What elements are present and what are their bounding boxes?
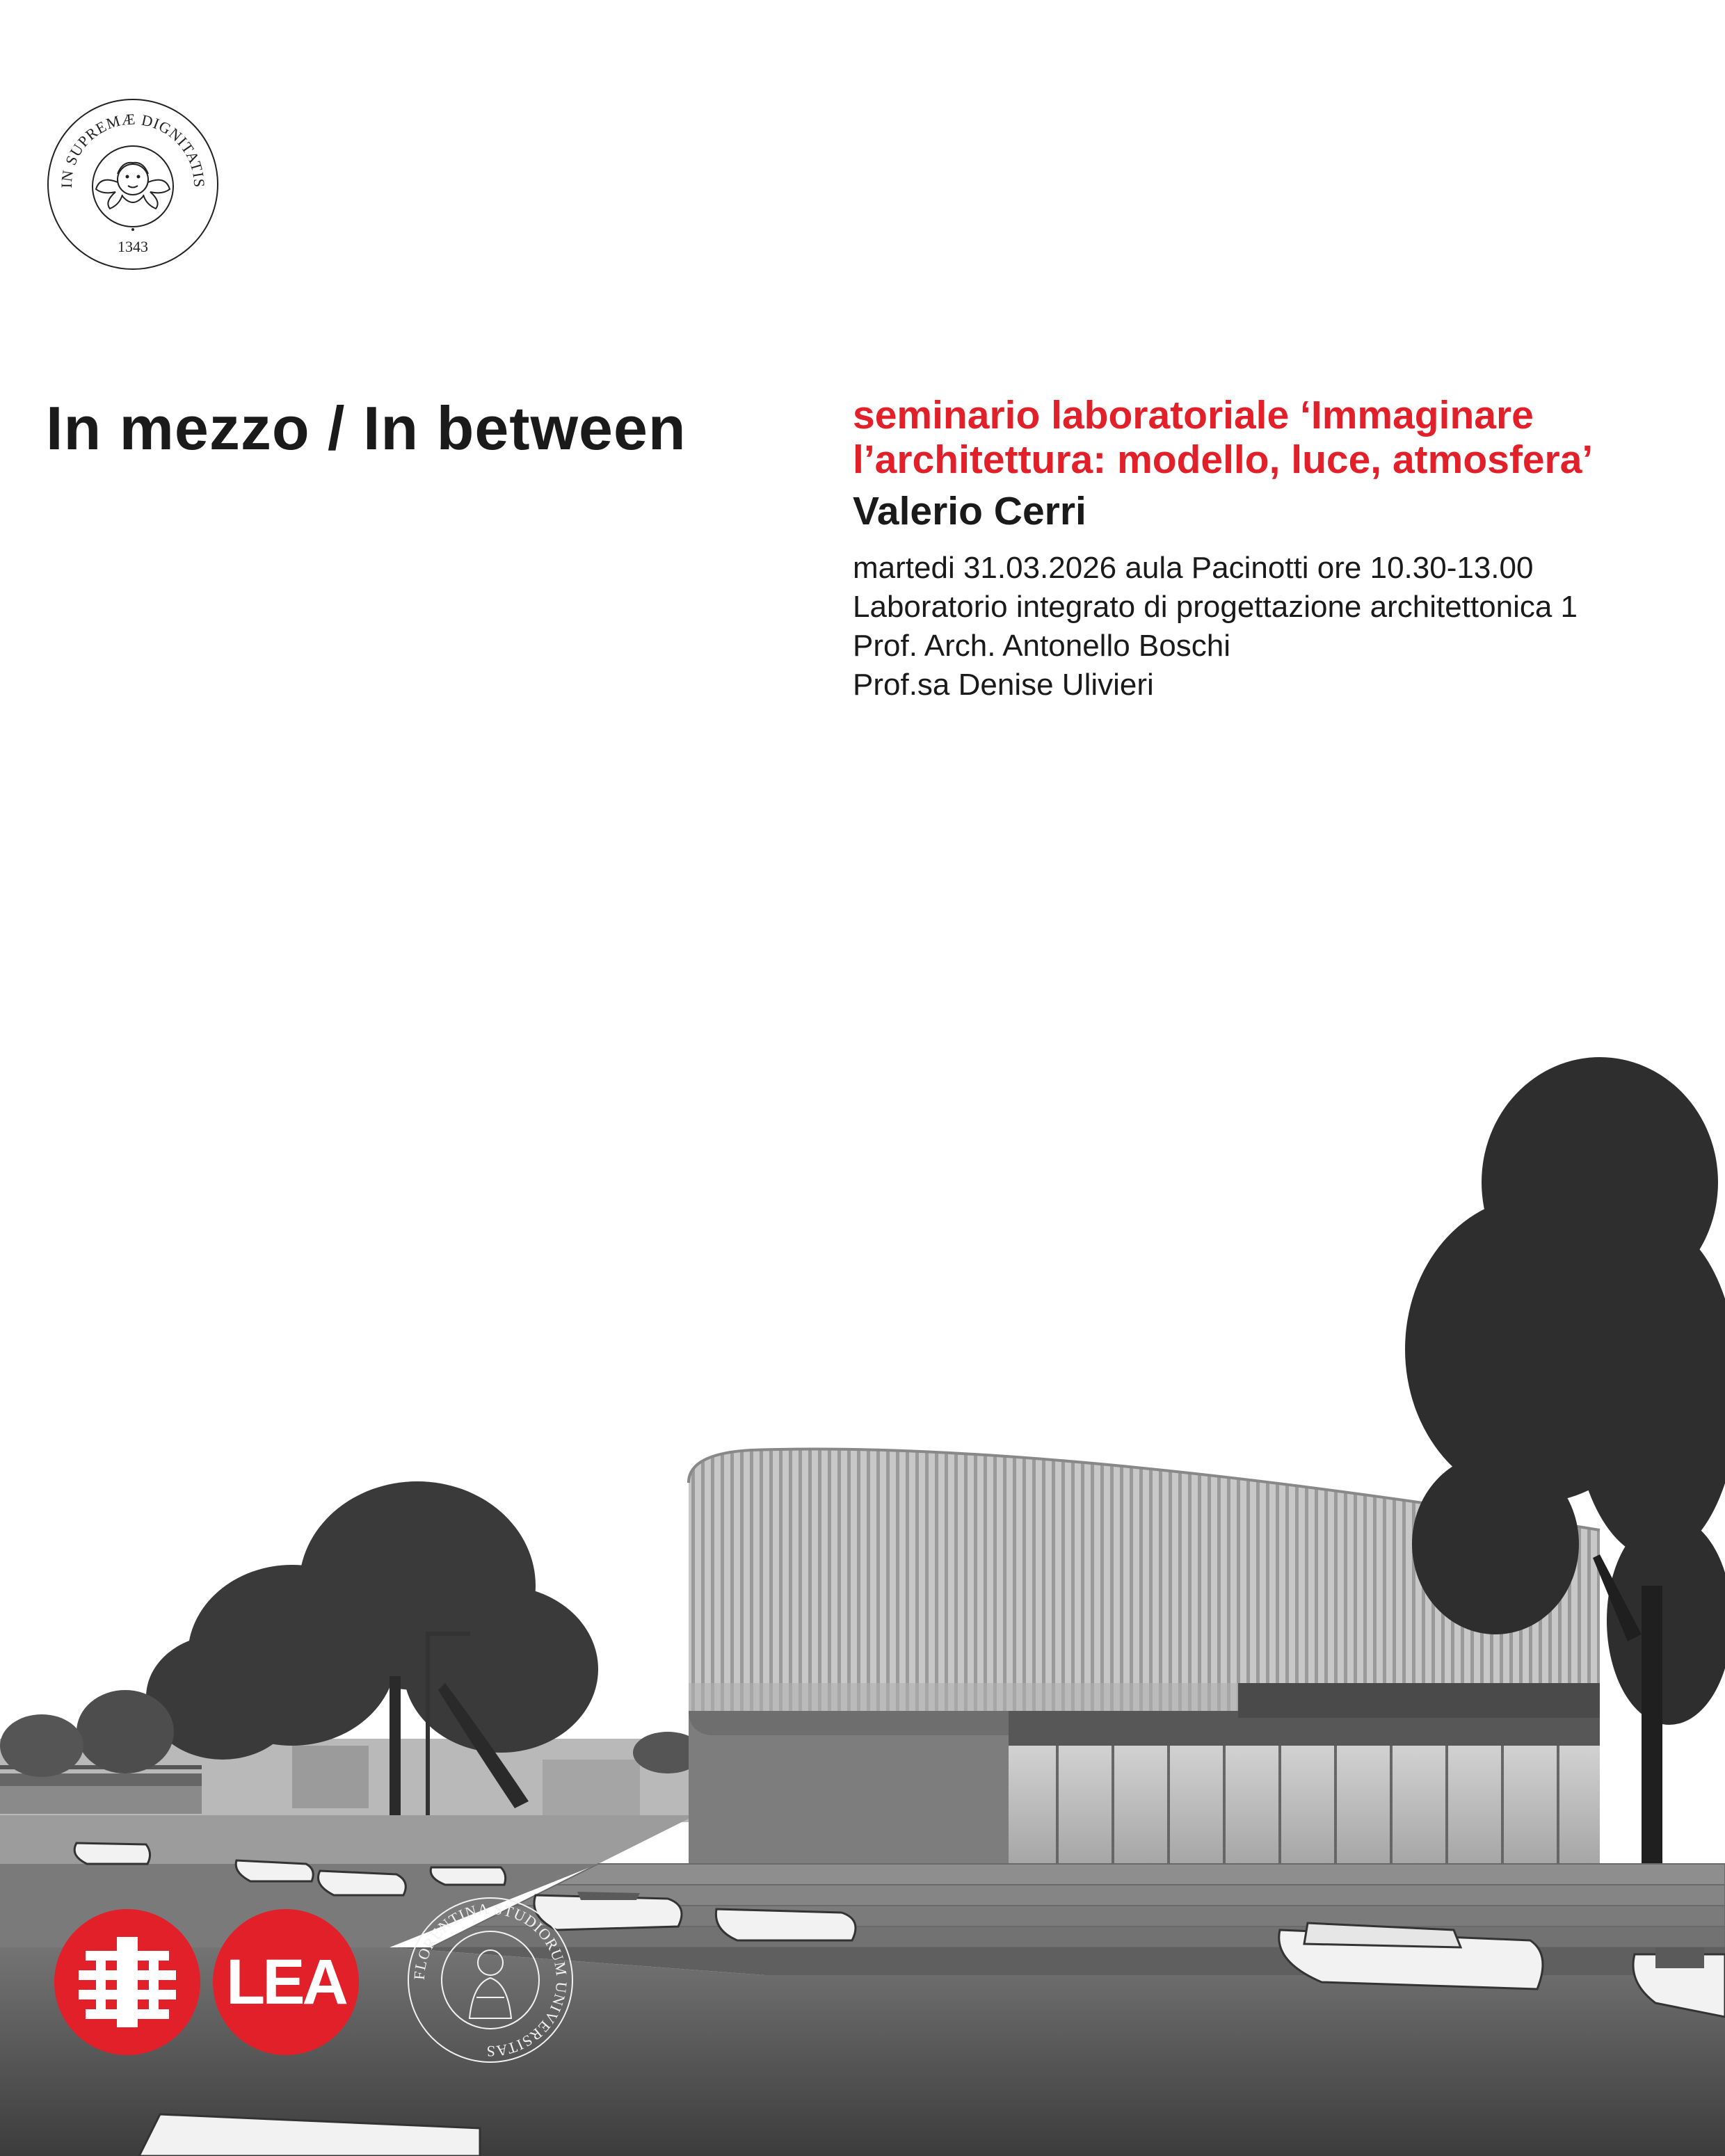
professor-2: Prof.sa Denise Ulivieri xyxy=(853,668,1154,702)
page-title: In mezzo / In between xyxy=(46,394,687,462)
university-seal-icon xyxy=(46,97,220,271)
seal-motto: IN SUPREMÆ DIGNITATIS xyxy=(57,110,209,188)
unifi-seal-icon xyxy=(403,1893,577,2067)
svg-text:FLORENTINA STUDIORUM UNIVERSIT xyxy=(410,1900,570,2060)
speaker-name: Valerio Cerri xyxy=(853,489,1086,533)
svg-text:IN SUPREMÆ DIGNITATIS xyxy=(58,110,208,188)
seminar-subtitle-line-1: seminario laboratoriale ‘Immaginare xyxy=(853,393,1534,437)
lea-logo xyxy=(213,1909,359,2055)
seminar-subtitle-line-2: l’architettura: modello, luce, atmosfera’ xyxy=(853,437,1594,482)
unifi-motto: FLORENTINA STUDIORUM UNIVERSITAS xyxy=(410,1899,571,2061)
lea-logo-text: LEA xyxy=(226,1947,346,2018)
seminar-info xyxy=(853,393,1701,705)
event-date-location: martedi 31.03.2026 aula Pacinotti ore 10.30-13.00 xyxy=(853,551,1534,585)
course-name: Laboratorio integrato di progettazione architettonica 1 xyxy=(853,590,1578,624)
professor-1: Prof. Arch. Antonello Boschi xyxy=(853,629,1230,663)
seal-year: 1343 xyxy=(118,238,148,255)
dida-logo xyxy=(54,1909,200,2055)
dida-logo-icon xyxy=(54,1909,200,2055)
